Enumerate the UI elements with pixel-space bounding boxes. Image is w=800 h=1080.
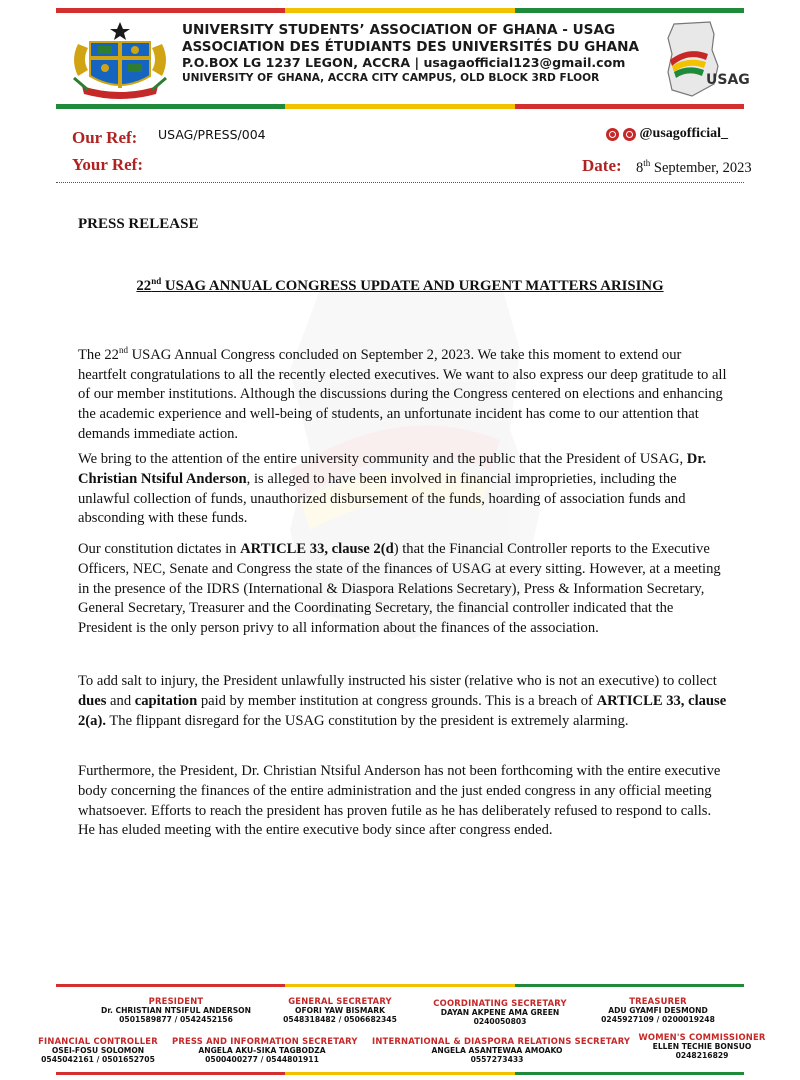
paragraph-5: Furthermore, the President, Dr. Christian Ntsiful Anderson has not been forthcoming with the entire executive body concerning the finances of the entire administration and the just ended congress in any official meeting whatsoever. Efforts to reach the president has proven futile as he has deliberately refused to respond to calls. He has eluded meeting with the entire executive body since after congress ended.: [78, 763, 721, 839]
association-name-french: ASSOCIATION DES ÉTUDIANTS DES UNIVERSITÉS DU GHANA: [182, 39, 640, 55]
officer-press-information-secretary: PRESS AND INFORMATION SECRETARY ANGELA AKU-SIKA TAGBODZA 0500400277 / 0544801911: [172, 1036, 358, 1064]
officer-international-diaspora-secretary: INTERNATIONAL & DIASPORA RELATIONS SECRETARY ANGELA ASANTEWAA AMOAKO 0557273433: [372, 1036, 631, 1064]
letterhead: [182, 22, 642, 86]
officer-treasurer: TREASURER ADU GYAMFI DESMOND 0245927109 / 0200019248: [601, 996, 715, 1024]
usag-logo-text: USAG: [706, 72, 750, 88]
your-ref-label: Your Ref:: [72, 155, 143, 174]
officer-coordinating-secretary: COORDINATING SECRETARY DAYAN AKPENE AMA GREEN 0240050803: [433, 998, 567, 1026]
postal-address-email: P.O.BOX LG 1237 LEGON, ACCRA | usagaofficial123@gmail.com: [182, 55, 626, 70]
officer-general-secretary: GENERAL SECRETARY OFORI YAW BISMARK 0548318482 / 0506682345: [283, 996, 397, 1024]
top-color-stripe: [56, 8, 744, 13]
header-bottom-stripe: [56, 104, 744, 109]
footer-top-stripe: [56, 984, 744, 987]
footer-bottom-stripe: [56, 1072, 744, 1075]
social-handle[interactable]: @usagofficial_: [639, 126, 728, 141]
paragraph-3: Our constitution dictates in ARTICLE 33, clause 2(d) that the Financial Controller reports to the Executive Officers, NEC, Senate and Congress the state of the finances of USAG at every sitting. However, at a meeting in the presence of the IDRS (International & Diaspora Relations Secretary), Press & Information Secretary, General Secretary, Treasurer and the Coordinating Secretary, the financial controller indicated that the President is the only person privy to all information about the finances of the association.: [78, 541, 721, 637]
officer-financial-controller: FINANCIAL CONTROLLER OSEI-FOSU SOLOMON 0545042161 / 0501652705: [38, 1036, 158, 1064]
paragraph-1: The 22nd USAG Annual Congress concluded on September 2, 2023. We take this moment to extend our heartfelt congratulations to all the recently elected executives. We want to also express our deep gratitude to all of our member institutions. Although the discussions during the Congress centered on elections and enhancing the academic experience and well-being of students, an unfortunate incident has come to our attention that demands immediate action.: [78, 345, 727, 443]
paragraph-2: We bring to the attention of the entire university community and the public that the President of USAG, Dr. Christian Ntsiful Anderson, is alleged to have been involved in financial improprieties, including the unlawful collection of funds, unauthorized disbursement of the funds, hoarding of association funds and absconding with these funds.: [78, 451, 707, 527]
office-location: UNIVERSITY OF GHANA, ACCRA CITY CAMPUS, OLD BLOCK 3RD FLOOR: [182, 72, 600, 84]
date-label: Date:: [582, 156, 622, 175]
our-ref-value: USAG/PRESS/004: [158, 127, 266, 142]
association-name: UNIVERSITY STUDENTS’ ASSOCIATION OF GHANA - USAG: [182, 22, 616, 38]
usag-map-logo-icon: [648, 20, 750, 102]
ghana-coat-of-arms-icon: [68, 20, 172, 102]
officer-womens-commissioner: WOMEN'S COMMISSIONER ELLEN TECHIE BONSUO 0248216829: [638, 1032, 766, 1060]
header-divider: [56, 182, 744, 183]
paragraph-4: To add salt to injury, the President unlawfully instructed his sister (relative who is not an executive) to collect dues and capitation paid by member institution at congress grounds. This is a breach of ARTICLE 33, clause 2(a). The flippant disregard for the USAG constitution by the president is extremely alarming.: [78, 673, 727, 729]
our-ref-label: Our Ref:: [72, 128, 138, 147]
document-title: 22nd USAG ANNUAL CONGRESS UPDATE AND URGENT MATTERS ARISING: [136, 276, 664, 294]
document-heading: PRESS RELEASE: [78, 216, 199, 232]
officer-president: PRESIDENT Dr. CHRISTIAN NTSIFUL ANDERSON 0501589877 / 0542452156: [101, 996, 251, 1024]
instagram-icon: [606, 128, 619, 141]
social-media-icon: [623, 128, 636, 141]
date-value: 8th September, 2023: [636, 158, 752, 176]
social-media: [606, 126, 728, 142]
